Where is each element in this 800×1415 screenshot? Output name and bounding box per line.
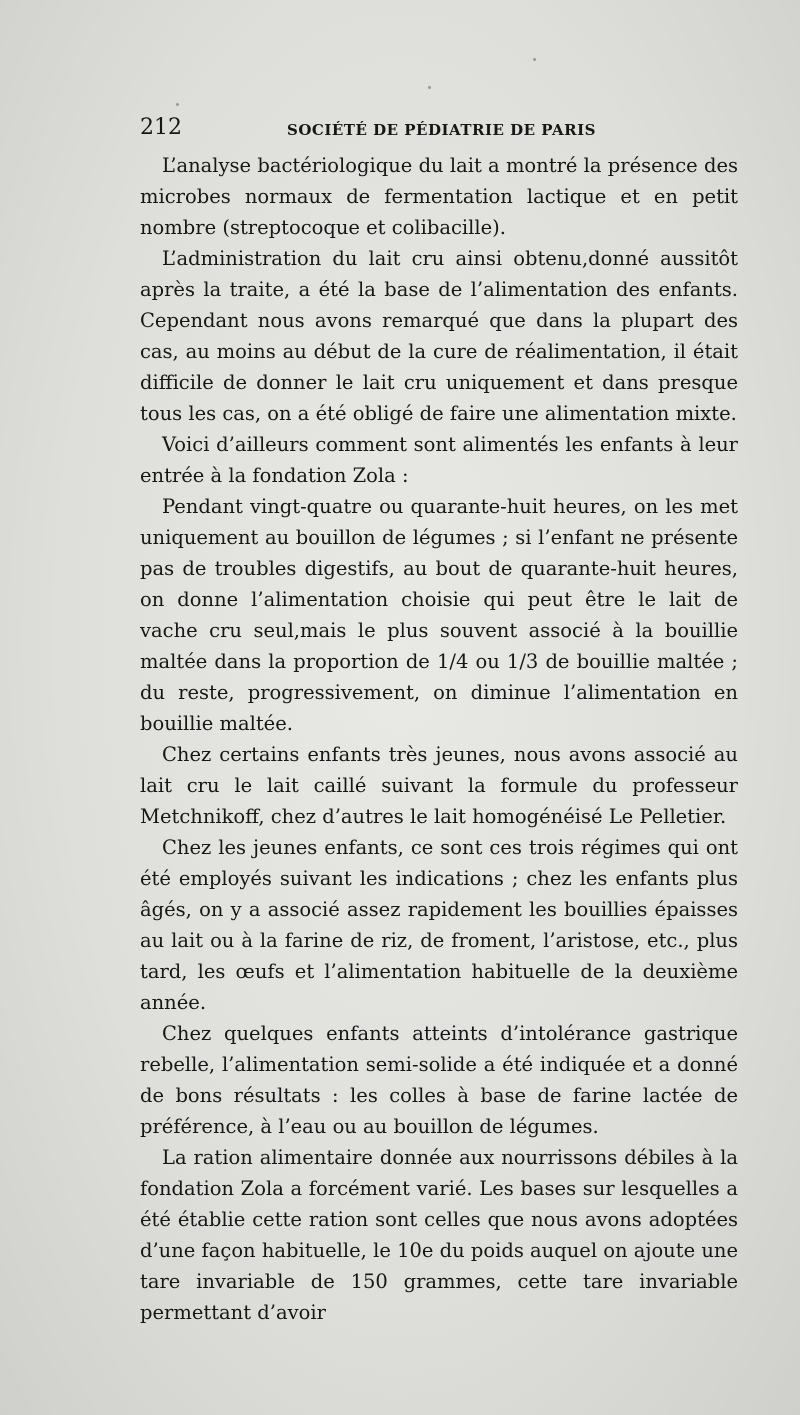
body-text — [140, 150, 738, 1328]
page-header — [140, 113, 740, 143]
page-number: 212 — [140, 115, 182, 140]
print-speck — [176, 103, 179, 106]
paragraph: La ration alimentaire donnée aux nourrissons débiles à la fondation Zola a forcément varié. Les bases sur lesquelles a été établie cette ration sont celles que nous avons adoptées d’une façon habituelle, le 10e du poids auquel on ajoute une tare invariable de 150 grammes, cette tare invariable permettant d’avoir — [140, 1146, 738, 1324]
paragraph: Chez quelques enfants atteints d’intolérance gastrique rebelle, l’alimentation semi-solide a été indiquée et a donné de bons résultats : les colles à base de farine lactée de préférence, à l’eau ou au bouillon de légumes. — [140, 1022, 738, 1138]
print-speck — [428, 86, 431, 89]
paragraph: L’analyse bactériologique du lait a montré la présence des microbes normaux de fermentation lactique et en petit nombre (streptocoque et colibacille). — [140, 154, 738, 239]
paragraph: L’administration du lait cru ainsi obtenu,donné aussitôt après la traite, a été la base de l’alimentation des enfants. Cependant nous avons remarqué que dans la plupart des cas, au moins au début de la cure de réalimentation, il était difficile de donner le lait cru uniquement et dans presque tous les cas, on a été obligé de faire une alimentation mixte. — [140, 247, 738, 425]
print-speck — [533, 58, 536, 61]
paragraph: Voici d’ailleurs comment sont alimentés les enfants à leur entrée à la fondation Zola : — [140, 433, 738, 487]
running-head: SOCIÉTÉ DE PÉDIATRIE DE PARIS — [287, 121, 596, 139]
paragraph: Chez certains enfants très jeunes, nous avons associé au lait cru le lait caillé suivant la formule du professeur Metchnikoff, chez d’autres le lait homogénéisé Le Pelletier. — [140, 743, 738, 828]
paragraph: Pendant vingt-quatre ou quarante-huit heures, on les met uniquement au bouillon de légumes ; si l’enfant ne présente pas de troubles digestifs, au bout de quarante-huit heures, on donne l’alimentation choisie qui peut être le lait de vache cru seul,mais le plus souvent associé à la bouillie maltée dans la proportion de 1/4 ou 1/3 de bouillie maltée ; du reste, progressivement, on diminue l’alimentation en bouillie maltée. — [140, 495, 738, 735]
paragraph: Chez les jeunes enfants, ce sont ces trois régimes qui ont été employés suivant les indications ; chez les enfants plus âgés, on y a associé assez rapidement les bouillies épaisses au lait ou à la farine de riz, de froment, l’aristose, etc., plus tard, les œufs et l’alimentation habituelle de la deuxième année. — [140, 836, 738, 1014]
